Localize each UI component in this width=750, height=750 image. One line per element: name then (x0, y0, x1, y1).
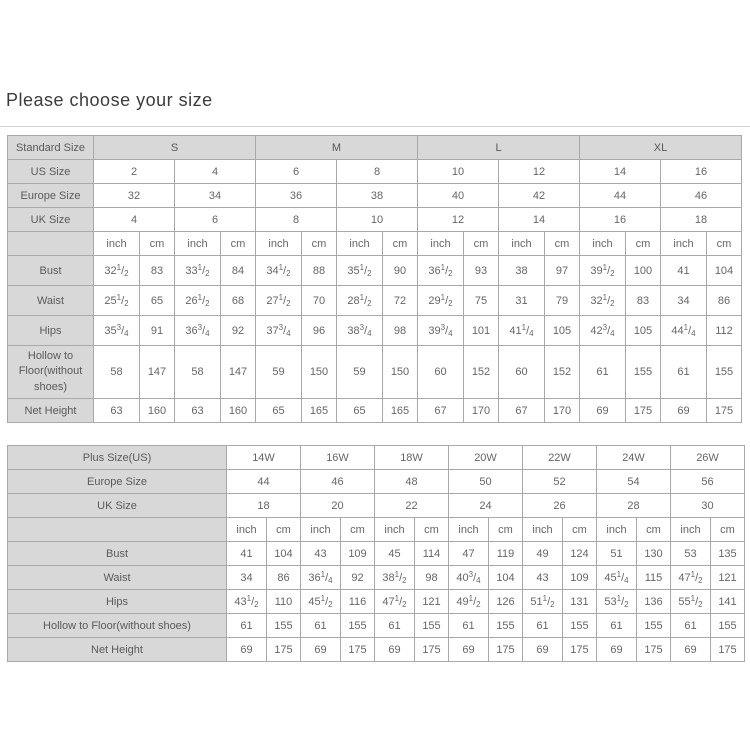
measure-value-cell: 110 (267, 590, 301, 614)
size-value-cell: 8 (337, 160, 418, 184)
measure-value-cell: 69 (375, 638, 415, 662)
measure-value-cell: $43^1/_2$ (227, 590, 267, 614)
measure-value-cell: $45^1/_2$ (301, 590, 341, 614)
measure-value-cell: 175 (626, 399, 661, 423)
measure-value-cell: $32^1/_2$ (580, 286, 626, 316)
unit-header-cell: inch (301, 518, 341, 542)
measure-value-cell: 59 (256, 346, 302, 399)
standard-size-table (7, 135, 742, 423)
measure-value-cell: 155 (711, 614, 745, 638)
page-title: Please choose your size (6, 90, 213, 110)
measure-value-cell: $36^1/_4$ (301, 566, 341, 590)
measure-value-cell: $36^1/_2$ (418, 256, 464, 286)
measure-value-cell: $49^1/_2$ (449, 590, 489, 614)
measure-value-cell: 155 (415, 614, 449, 638)
row-label: Bust (8, 542, 227, 566)
measure-value-cell: $35^1/_2$ (337, 256, 383, 286)
measure-value-cell: 47 (449, 542, 489, 566)
measure-value-cell: $53^1/_2$ (597, 590, 637, 614)
plus-size-table (7, 445, 745, 662)
size-value-cell: 12 (499, 160, 580, 184)
measure-value-cell: $35^3/_4$ (94, 316, 140, 346)
measure-value-cell: 72 (383, 286, 418, 316)
size-cell: 26W (671, 446, 745, 470)
measure-value-cell: 69 (523, 638, 563, 662)
measure-value-cell: 92 (341, 566, 375, 590)
unit-header-cell: inch (661, 232, 707, 256)
measure-value-cell: $41^1/_4$ (499, 316, 545, 346)
measure-value-cell: $47^1/_2$ (375, 590, 415, 614)
measure-value-cell: 61 (597, 614, 637, 638)
measure-value-cell: $39^3/_4$ (418, 316, 464, 346)
measure-value-cell: 41 (227, 542, 267, 566)
size-cell: 14W (227, 446, 301, 470)
size-cell: 24W (597, 446, 671, 470)
measure-value-cell: 65 (256, 399, 302, 423)
measure-value-cell: $27^1/_2$ (256, 286, 302, 316)
size-value-cell: 14 (499, 208, 580, 232)
row-label: Europe Size (8, 470, 227, 494)
measure-value-cell: 45 (375, 542, 415, 566)
size-value-cell: 18 (661, 208, 742, 232)
measure-value-cell: 114 (415, 542, 449, 566)
measure-value-cell: 69 (671, 638, 711, 662)
measure-value-cell: $37^3/_4$ (256, 316, 302, 346)
row-label: Standard Size (8, 136, 94, 160)
measure-value-cell: 119 (489, 542, 523, 566)
measure-value-cell: 124 (563, 542, 597, 566)
measure-value-cell: 69 (597, 638, 637, 662)
measure-value-cell: 121 (415, 590, 449, 614)
size-value-cell: 10 (337, 208, 418, 232)
measure-value-cell: 49 (523, 542, 563, 566)
measure-value-cell: 61 (301, 614, 341, 638)
size-group-cell: S (94, 136, 256, 160)
size-value-cell: 6 (175, 208, 256, 232)
size-value-cell: 14 (580, 160, 661, 184)
unit-header-cell: cm (563, 518, 597, 542)
measure-value-cell: 86 (267, 566, 301, 590)
measure-value-cell: 34 (227, 566, 267, 590)
measure-value-cell: 150 (383, 346, 418, 399)
measure-value-cell: 165 (383, 399, 418, 423)
size-value-cell: 40 (418, 184, 499, 208)
measure-value-cell: 38 (499, 256, 545, 286)
measure-value-cell: $40^3/_4$ (449, 566, 489, 590)
row-label: Net Height (8, 638, 227, 662)
row-label: Hollow to Floor(without shoes) (8, 614, 227, 638)
row-label (8, 518, 227, 542)
measure-value-cell: 97 (545, 256, 580, 286)
measure-value-cell: $34^1/_2$ (256, 256, 302, 286)
measure-value-cell: 69 (580, 399, 626, 423)
unit-header-cell: cm (545, 232, 580, 256)
measure-value-cell: 86 (707, 286, 742, 316)
measure-value-cell: 175 (637, 638, 671, 662)
measure-value-cell: 105 (545, 316, 580, 346)
measure-value-cell: 61 (661, 346, 707, 399)
measure-value-cell: 165 (302, 399, 337, 423)
measure-value-cell: $29^1/_2$ (418, 286, 464, 316)
row-label: Waist (8, 566, 227, 590)
row-label: US Size (8, 160, 94, 184)
measure-value-cell: 152 (464, 346, 499, 399)
measure-value-cell: 79 (545, 286, 580, 316)
row-label: Plus Size(US) (8, 446, 227, 470)
unit-header-cell: cm (464, 232, 499, 256)
measure-value-cell: $38^1/_2$ (375, 566, 415, 590)
size-value-cell: 46 (661, 184, 742, 208)
size-value-cell: 42 (499, 184, 580, 208)
measure-value-cell: $33^1/_2$ (175, 256, 221, 286)
measure-value-cell: 61 (671, 614, 711, 638)
measure-value-cell: $32^1/_2$ (94, 256, 140, 286)
measure-value-cell: 155 (341, 614, 375, 638)
size-value-cell: 4 (175, 160, 256, 184)
size-value-cell: 34 (175, 184, 256, 208)
size-group-cell: L (418, 136, 580, 160)
measure-value-cell: 136 (637, 590, 671, 614)
measure-value-cell: 170 (545, 399, 580, 423)
measure-value-cell: 61 (580, 346, 626, 399)
row-label (8, 232, 94, 256)
unit-header-cell: inch (227, 518, 267, 542)
size-cell: 16W (301, 446, 375, 470)
measure-value-cell: 135 (711, 542, 745, 566)
measure-value-cell: 155 (563, 614, 597, 638)
size-value-cell: 24 (449, 494, 523, 518)
unit-header-cell: inch (94, 232, 140, 256)
row-label: Europe Size (8, 184, 94, 208)
unit-header-cell: cm (383, 232, 418, 256)
measure-value-cell: 175 (341, 638, 375, 662)
unit-header-cell: cm (637, 518, 671, 542)
measure-value-cell: 141 (711, 590, 745, 614)
measure-value-cell: 104 (489, 566, 523, 590)
unit-header-cell: cm (707, 232, 742, 256)
measure-value-cell: 63 (175, 399, 221, 423)
measure-value-cell: 92 (221, 316, 256, 346)
measure-value-cell: $47^1/_2$ (671, 566, 711, 590)
measure-value-cell: $26^1/_2$ (175, 286, 221, 316)
measure-value-cell: $25^1/_2$ (94, 286, 140, 316)
row-label: UK Size (8, 494, 227, 518)
unit-header-cell: inch (337, 232, 383, 256)
measure-value-cell: 104 (267, 542, 301, 566)
measure-value-cell: 121 (711, 566, 745, 590)
measure-value-cell: 155 (267, 614, 301, 638)
size-value-cell: 18 (227, 494, 301, 518)
unit-header-cell: inch (375, 518, 415, 542)
measure-value-cell: 150 (302, 346, 337, 399)
size-value-cell: 38 (337, 184, 418, 208)
measure-value-cell: 63 (94, 399, 140, 423)
size-value-cell: 4 (94, 208, 175, 232)
measure-value-cell: 131 (563, 590, 597, 614)
measure-value-cell: 155 (707, 346, 742, 399)
size-value-cell: 12 (418, 208, 499, 232)
measure-value-cell: 83 (626, 286, 661, 316)
size-value-cell: 22 (375, 494, 449, 518)
row-label: UK Size (8, 208, 94, 232)
measure-value-cell: 93 (464, 256, 499, 286)
measure-value-cell: 60 (499, 346, 545, 399)
size-value-cell: 46 (301, 470, 375, 494)
measure-value-cell: 175 (489, 638, 523, 662)
size-cell: 20W (449, 446, 523, 470)
measure-value-cell: 109 (341, 542, 375, 566)
measure-value-cell: 155 (637, 614, 671, 638)
size-value-cell: 2 (94, 160, 175, 184)
measure-value-cell: 147 (221, 346, 256, 399)
size-value-cell: 52 (523, 470, 597, 494)
measure-value-cell: 75 (464, 286, 499, 316)
unit-header-cell: inch (671, 518, 711, 542)
size-value-cell: 54 (597, 470, 671, 494)
measure-value-cell: 70 (302, 286, 337, 316)
measure-value-cell: 53 (671, 542, 711, 566)
measure-value-cell: 58 (94, 346, 140, 399)
unit-header-cell: inch (449, 518, 489, 542)
unit-header-cell: inch (499, 232, 545, 256)
size-group-cell: M (256, 136, 418, 160)
measure-value-cell: 68 (221, 286, 256, 316)
unit-header-cell: cm (140, 232, 175, 256)
measure-value-cell: 112 (707, 316, 742, 346)
measure-value-cell: 61 (375, 614, 415, 638)
measure-value-cell: 67 (499, 399, 545, 423)
unit-header-cell: cm (626, 232, 661, 256)
size-value-cell: 32 (94, 184, 175, 208)
measure-value-cell: 41 (661, 256, 707, 286)
measure-value-cell: 101 (464, 316, 499, 346)
size-value-cell: 44 (580, 184, 661, 208)
measure-value-cell: 98 (415, 566, 449, 590)
measure-value-cell: 88 (302, 256, 337, 286)
unit-header-cell: inch (175, 232, 221, 256)
size-cell: 18W (375, 446, 449, 470)
measure-value-cell: 115 (637, 566, 671, 590)
measure-value-cell: 61 (227, 614, 267, 638)
measure-value-cell: 31 (499, 286, 545, 316)
measure-value-cell: 65 (337, 399, 383, 423)
measure-value-cell: 155 (489, 614, 523, 638)
measure-value-cell: 170 (464, 399, 499, 423)
measure-value-cell: 96 (302, 316, 337, 346)
measure-value-cell: $36^3/_4$ (175, 316, 221, 346)
measure-value-cell: 175 (707, 399, 742, 423)
measure-value-cell: 147 (140, 346, 175, 399)
unit-header-cell: cm (415, 518, 449, 542)
measure-value-cell: 51 (597, 542, 637, 566)
size-value-cell: 30 (671, 494, 745, 518)
size-value-cell: 16 (580, 208, 661, 232)
measure-value-cell: 104 (707, 256, 742, 286)
measure-value-cell: 130 (637, 542, 671, 566)
measure-value-cell: 61 (523, 614, 563, 638)
size-value-cell: 28 (597, 494, 671, 518)
measure-value-cell: $28^1/_2$ (337, 286, 383, 316)
row-label: Bust (8, 256, 94, 286)
measure-value-cell: 116 (341, 590, 375, 614)
measure-value-cell: 58 (175, 346, 221, 399)
measure-value-cell: 155 (626, 346, 661, 399)
size-value-cell: 16 (661, 160, 742, 184)
unit-header-cell: inch (580, 232, 626, 256)
size-group-cell: XL (580, 136, 742, 160)
size-value-cell: 50 (449, 470, 523, 494)
size-value-cell: 44 (227, 470, 301, 494)
measure-value-cell: 100 (626, 256, 661, 286)
measure-value-cell: 34 (661, 286, 707, 316)
measure-value-cell: $55^1/_2$ (671, 590, 711, 614)
measure-value-cell: 160 (140, 399, 175, 423)
size-value-cell: 8 (256, 208, 337, 232)
measure-value-cell: 126 (489, 590, 523, 614)
title-divider (0, 126, 750, 127)
measure-value-cell: 105 (626, 316, 661, 346)
measure-value-cell: $44^1/_4$ (661, 316, 707, 346)
measure-value-cell: 175 (415, 638, 449, 662)
size-value-cell: 26 (523, 494, 597, 518)
row-label: Waist (8, 286, 94, 316)
unit-header-cell: cm (302, 232, 337, 256)
measure-value-cell: 91 (140, 316, 175, 346)
measure-value-cell: 60 (418, 346, 464, 399)
measure-value-cell: 98 (383, 316, 418, 346)
measure-value-cell: $39^1/_2$ (580, 256, 626, 286)
size-value-cell: 20 (301, 494, 375, 518)
size-value-cell: 36 (256, 184, 337, 208)
measure-value-cell: 152 (545, 346, 580, 399)
measure-value-cell: 61 (449, 614, 489, 638)
measure-value-cell: 84 (221, 256, 256, 286)
measure-value-cell: 83 (140, 256, 175, 286)
measure-value-cell: $38^3/_4$ (337, 316, 383, 346)
size-value-cell: 10 (418, 160, 499, 184)
measure-value-cell: 43 (523, 566, 563, 590)
measure-value-cell: 59 (337, 346, 383, 399)
unit-header-cell: inch (256, 232, 302, 256)
row-label: Hips (8, 590, 227, 614)
measure-value-cell: 175 (267, 638, 301, 662)
measure-value-cell: 109 (563, 566, 597, 590)
measure-value-cell: $51^1/_2$ (523, 590, 563, 614)
unit-header-cell: inch (418, 232, 464, 256)
unit-header-cell: cm (267, 518, 301, 542)
measure-value-cell: 160 (221, 399, 256, 423)
measure-value-cell: $42^3/_4$ (580, 316, 626, 346)
unit-header-cell: cm (489, 518, 523, 542)
row-label: Hollow to Floor(without shoes) (8, 346, 94, 399)
measure-value-cell: $45^1/_4$ (597, 566, 637, 590)
size-cell: 22W (523, 446, 597, 470)
measure-value-cell: 175 (563, 638, 597, 662)
measure-value-cell: 69 (301, 638, 341, 662)
row-label: Net Height (8, 399, 94, 423)
measure-value-cell: 69 (227, 638, 267, 662)
unit-header-cell: cm (221, 232, 256, 256)
measure-value-cell: 65 (140, 286, 175, 316)
unit-header-cell: inch (523, 518, 563, 542)
measure-value-cell: 175 (711, 638, 745, 662)
size-value-cell: 48 (375, 470, 449, 494)
measure-value-cell: 69 (661, 399, 707, 423)
measure-value-cell: 67 (418, 399, 464, 423)
measure-value-cell: 69 (449, 638, 489, 662)
row-label: Hips (8, 316, 94, 346)
unit-header-cell: inch (597, 518, 637, 542)
measure-value-cell: 90 (383, 256, 418, 286)
size-value-cell: 6 (256, 160, 337, 184)
unit-header-cell: cm (341, 518, 375, 542)
measure-value-cell: 43 (301, 542, 341, 566)
unit-header-cell: cm (711, 518, 745, 542)
size-value-cell: 56 (671, 470, 745, 494)
